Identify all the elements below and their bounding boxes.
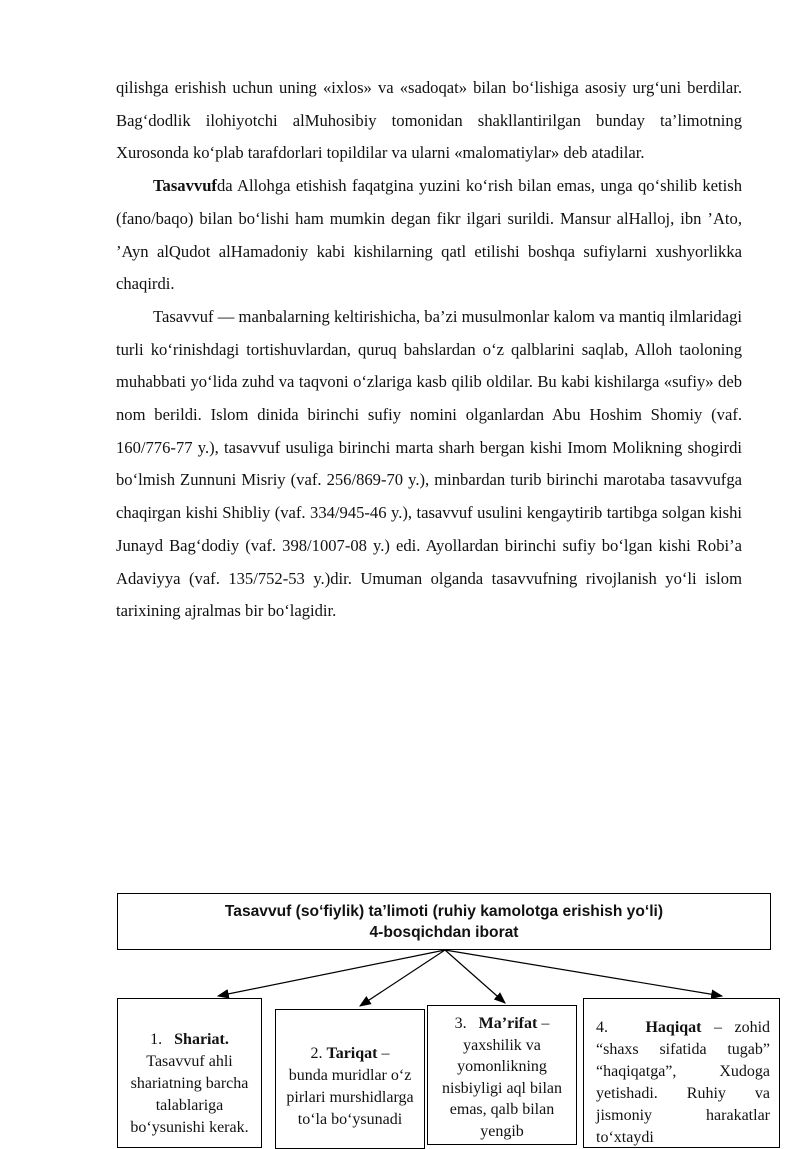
diagram-subtitle: 4-bosqichdan iborat — [369, 924, 519, 941]
stage-text: bunda muridlar o‘z pirlari murshidlarga to‘la bo‘ysunadi — [286, 1067, 414, 1128]
stage-number: 4. — [596, 1019, 608, 1036]
paragraph-1: qilishga erishish uchun uning «ixlos» va «sadoqat» bilan bo‘lishiga asosiy urg‘uni berdilar. Bag‘dodlik ilohiyotchi alMuhosibiy tomonidan shakllantirilgan bunday ta’limotning Xurosonda ko‘plab tarafdorlari topildilar va ularni «malomatiylar» deb atadilar. — [116, 78, 742, 163]
stage-haqiqat-box — [583, 998, 780, 1148]
arrow-to-haqiqat — [445, 950, 722, 996]
stage-separator: – — [701, 1019, 722, 1036]
stage-name: Tariqat — [326, 1045, 378, 1062]
stage-number: 3. — [454, 1015, 467, 1032]
stage-number: 2. — [310, 1045, 323, 1062]
paragraph-3: Tasavvuf — manbalarning keltirishicha, ba’zi musulmonlar kalom va mantiq ilmlaridagi turli ko‘rinishdagi tortishuvlardan, quruq bahslardan o‘z qalblarini saqlab, Alloh taoloning muhabbati yo‘lida zuhd va taqvoni o‘zlariga kasb qilib oldilar. Bu kabi kishilarga «sufiy» deb nom berildi. Islom dinida birinchi sufiy nomini olganlardan Abu Hoshim Shomiy (vaf. 160/776-77 y.), tasavvuf usuliga birinchi marta sharh bergan kishi Imom Molikning shogirdi bo‘lmish Zunnuni Misriy (vaf. 256/869-70 y.), minbardan turib birinchi marotaba tasavvufga chaqirgan kishi Shibliy (vaf. 334/945-46 y.), tasavvuf usulini kengaytirib tartibga solgan kishi Junayd Bag‘dodiy (vaf. 398/1007-08 y.) edi. Ayollardan birinchi sufiy bo‘lgan kishi Robi’a Adaviyya (vaf. 135/752-53 y.)dir. Umuman olganda tasavvufning rivojlanish yo‘li islom tarixining ajralmas bir bo‘lagidir. — [116, 306, 742, 621]
stage-name: Shariat. — [174, 1031, 229, 1048]
stage-name: Haqiqat — [645, 1019, 702, 1036]
stage-separator: – — [537, 1015, 550, 1032]
stage-tariqat-box — [275, 1009, 425, 1149]
stage-text: yaxshilik va yomonlikning nisbiyligi aql bilan emas, qalb bilan yengib — [442, 1036, 562, 1140]
paragraph-2-text: da Allohga etishish faqatgina yuzini ko‘rish bilan emas, unga qo‘shilib ketish (fano/baqo) bilan bo‘lishi ham mumkin degan fikr ilgari surildi. Mansur alHalloj, ibn ’Ato, ’Ayn alQudot alHamadoniy kabi kishilarning qatl etilishi boshqa sufiylarni xushyorlikka chaqirdi. — [116, 176, 742, 294]
stage-text: zohid “shaxs sifatida tugab” “haqiqatga”, Xudoga yetishadi. Ruhiy va jismoniy harakatlar to‘xtaydi — [596, 1019, 771, 1146]
stage-marifat-box — [427, 1005, 577, 1145]
stage-number: 1. — [150, 1031, 163, 1048]
diagram-title: Tasavvuf (so‘fiylik) ta’limoti (ruhiy kamolotga erishish yo‘li) — [224, 903, 664, 920]
stage-shariat-box — [117, 998, 262, 1148]
tasavvuf-bold-term: Tasavvuf — [153, 176, 217, 196]
stage-separator: – — [377, 1045, 390, 1062]
stage-name: Ma’rifat — [478, 1015, 538, 1032]
diagram-title-box — [117, 893, 771, 950]
stage-text: Tasavvuf ahli shariatning barcha talablariga bo‘ysunishi kerak. — [130, 1053, 249, 1136]
